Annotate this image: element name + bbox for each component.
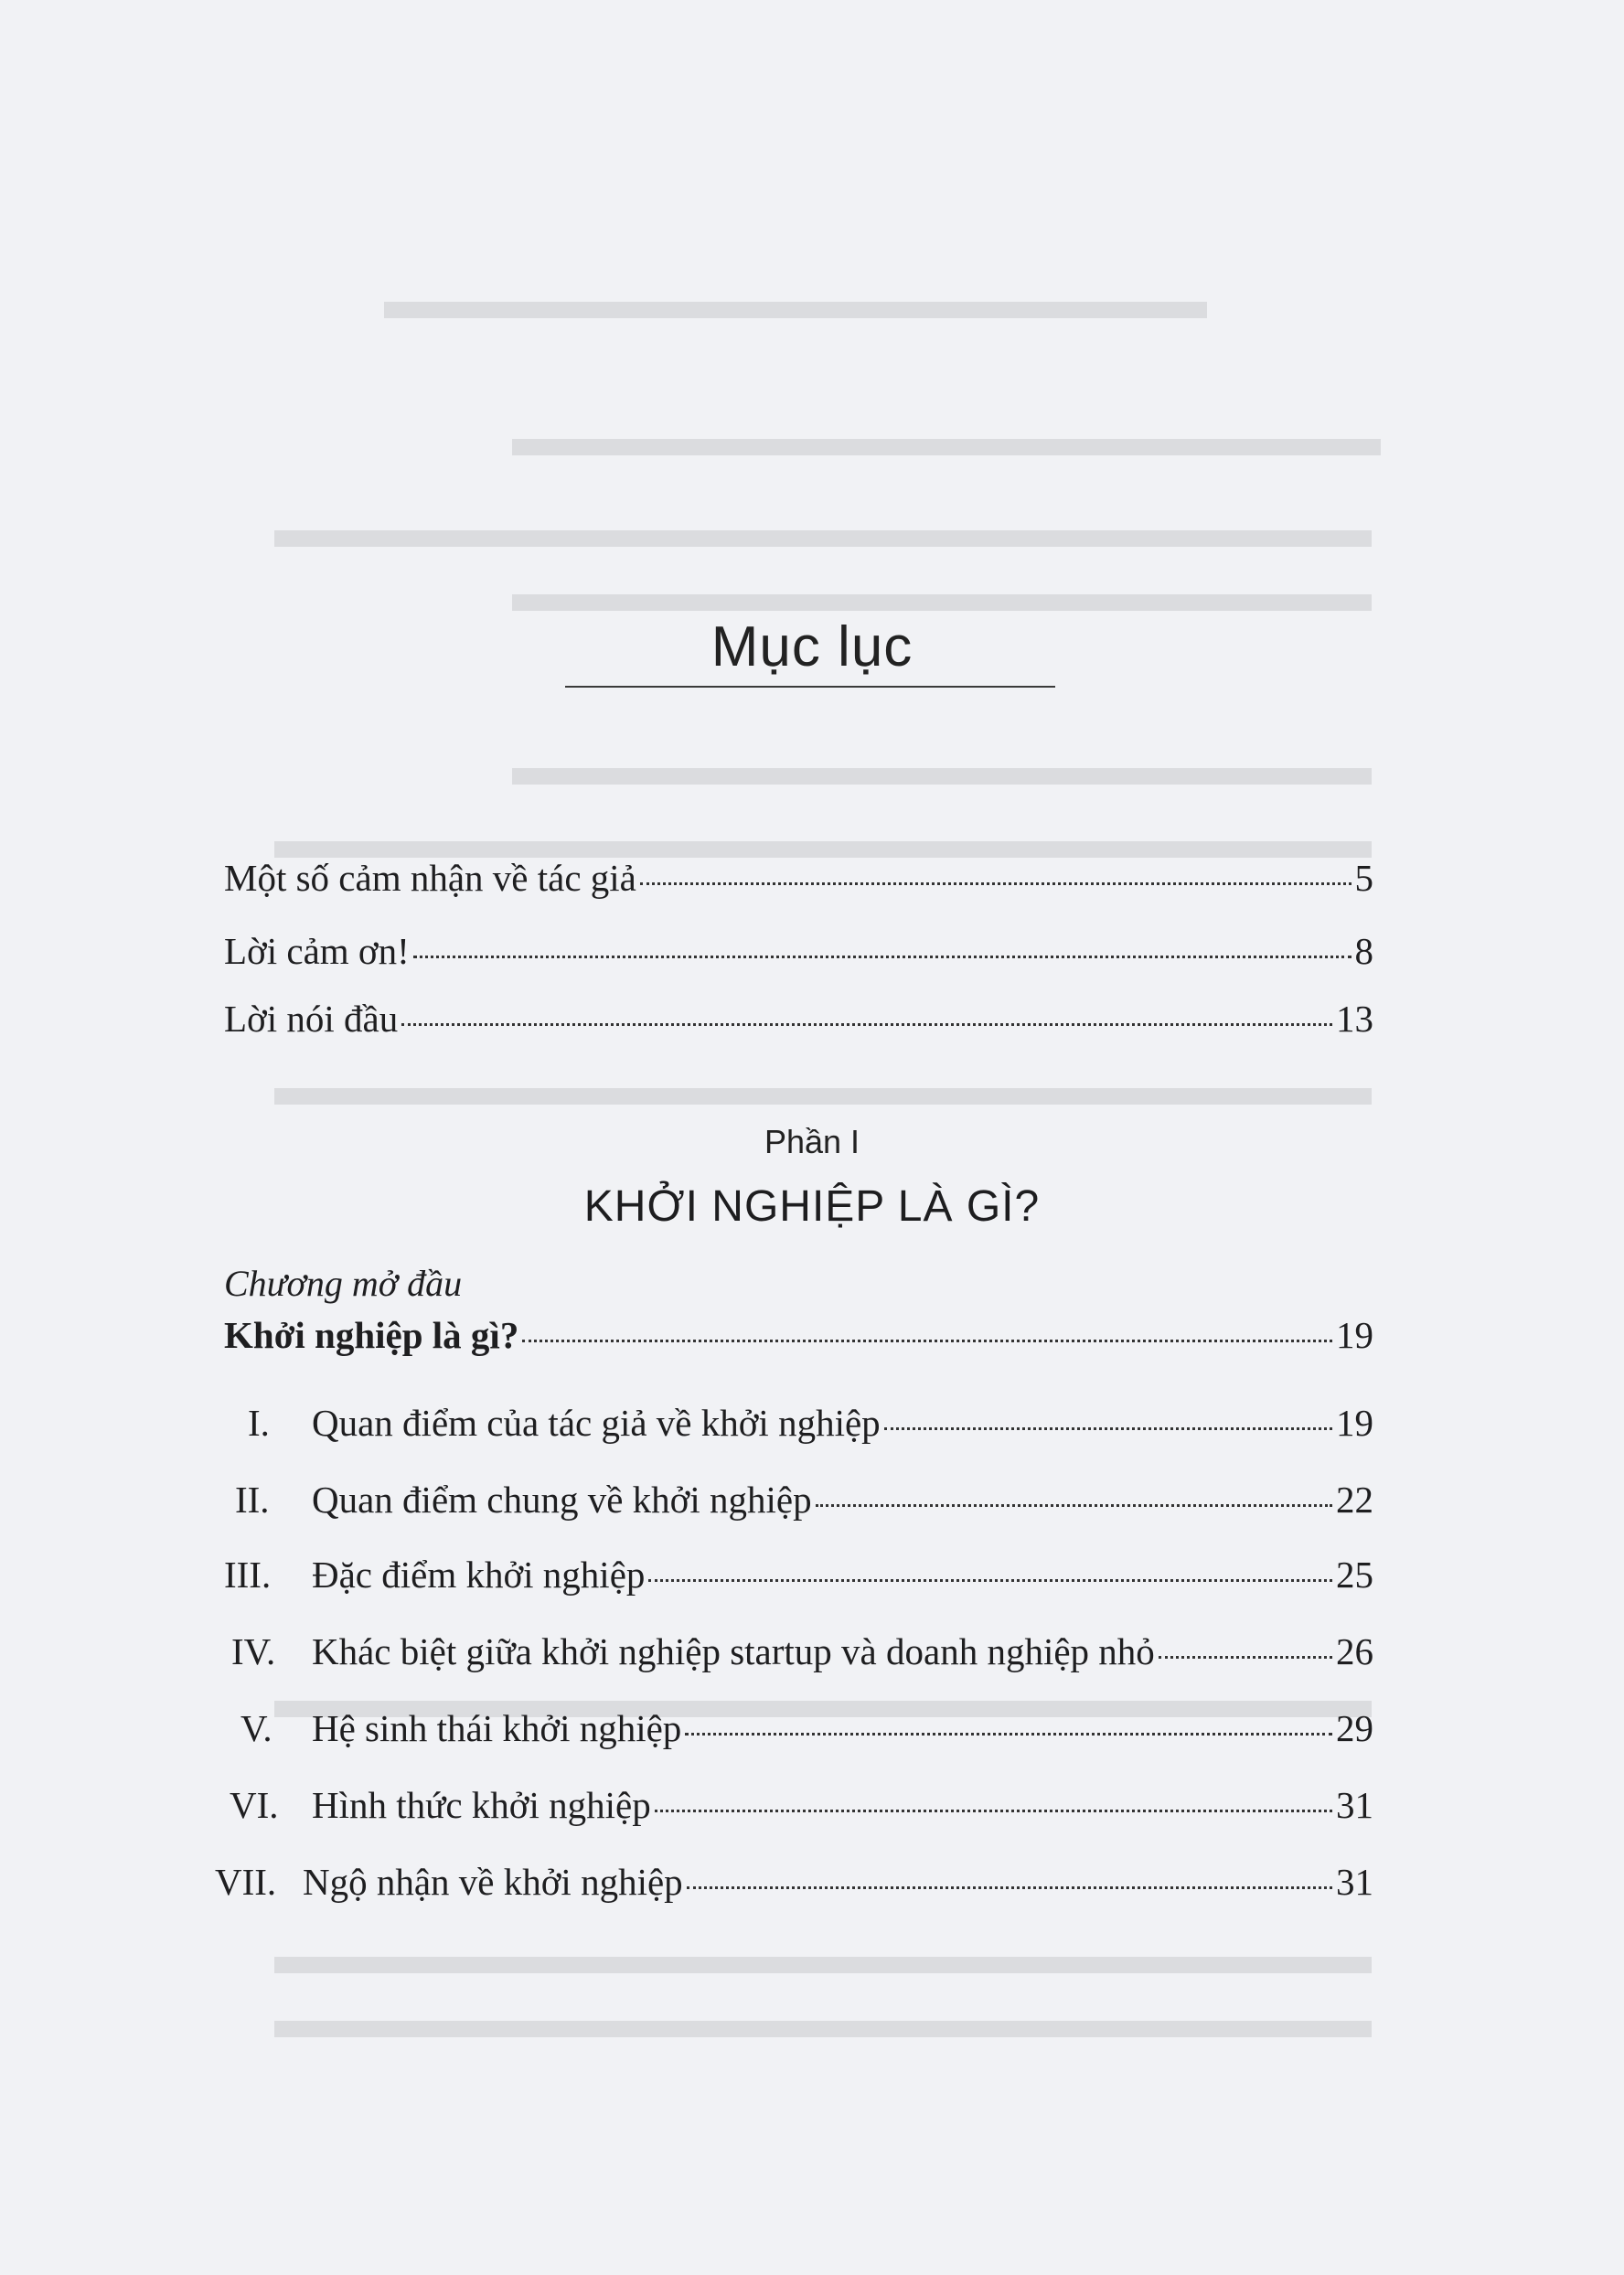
toc-section-entry[interactable] — [224, 1706, 1373, 1757]
section-number: II. — [235, 1479, 270, 1521]
toc-entry-page: 26 — [1336, 1630, 1373, 1672]
toc-entry-page: 31 — [1336, 1861, 1373, 1903]
toc-entry-page: 13 — [1336, 998, 1373, 1040]
toc-section-entry[interactable] — [215, 1860, 1373, 1911]
toc-entry[interactable] — [224, 929, 1373, 980]
title-underline — [565, 686, 1055, 688]
show-through-line — [512, 732, 1372, 785]
show-through-line — [274, 1984, 1372, 2037]
toc-entry-label: Lời cảm ơn! — [224, 930, 410, 972]
toc-section-entry[interactable] — [224, 1553, 1373, 1604]
dot-leader — [522, 1340, 1332, 1342]
show-through-line — [274, 1052, 1372, 1105]
toc-entry-label: Quan điểm của tác giả về khởi nghiệp — [312, 1402, 881, 1444]
show-through-line — [384, 265, 1207, 318]
dot-leader — [401, 1023, 1332, 1026]
toc-section-entry[interactable] — [224, 1629, 1373, 1681]
toc-chapter-entry[interactable] — [224, 1313, 1373, 1364]
part-label: Phần I — [764, 1123, 860, 1160]
part-title: KHỞI NGHIỆP LÀ GÌ? — [583, 1182, 1041, 1231]
toc-entry-label: Khác biệt giữa khởi nghiệp startup và doanh nghiệp nhỏ — [312, 1630, 1155, 1672]
toc-entry-page: 31 — [1336, 1784, 1373, 1826]
show-through-line — [274, 494, 1372, 547]
dot-leader — [655, 1810, 1332, 1812]
toc-section-entry[interactable] — [224, 1478, 1373, 1529]
toc-entry-label: Ngộ nhận về khởi nghiệp — [303, 1861, 683, 1903]
section-number: VI. — [230, 1784, 279, 1826]
section-number: V. — [240, 1707, 272, 1749]
dot-leader — [640, 882, 1352, 885]
toc-entry-page: 22 — [1336, 1479, 1373, 1521]
toc-entry[interactable] — [224, 856, 1373, 907]
show-through-line — [512, 402, 1381, 455]
dot-leader — [884, 1427, 1332, 1430]
toc-entry-label: Một số cảm nhận về tác giả — [224, 857, 636, 899]
toc-entry-label: Khởi nghiệp là gì? — [224, 1314, 519, 1356]
dot-leader — [687, 1886, 1332, 1889]
toc-section-entry[interactable] — [224, 1401, 1373, 1452]
toc-entry-label: Đặc điểm khởi nghiệp — [312, 1554, 646, 1596]
dot-leader — [685, 1733, 1332, 1736]
toc-section-entry[interactable] — [224, 1783, 1373, 1834]
toc-entry[interactable] — [224, 997, 1373, 1048]
toc-entry-label: Quan điểm chung về khởi nghiệp — [312, 1479, 812, 1521]
toc-entry-page: 25 — [1336, 1554, 1373, 1596]
dot-leader — [816, 1504, 1332, 1507]
toc-entry-label: Hình thức khởi nghiệp — [312, 1784, 651, 1826]
toc-entry-page: 19 — [1336, 1402, 1373, 1444]
section-number: III. — [224, 1554, 272, 1596]
toc-entry-label: Lời nói đầu — [224, 998, 399, 1040]
toc-entry-page: 8 — [1354, 930, 1373, 972]
show-through-line — [274, 1920, 1372, 1973]
dot-leader — [648, 1579, 1332, 1582]
page-title: Mục lục — [710, 615, 914, 678]
section-number: VII. — [215, 1861, 277, 1903]
dot-leader — [1159, 1656, 1332, 1659]
toc-entry-page: 19 — [1336, 1314, 1373, 1356]
section-number: IV. — [231, 1630, 276, 1672]
show-through-line — [274, 805, 1372, 858]
toc-entry-page: 29 — [1336, 1707, 1373, 1749]
toc-entry-page: 5 — [1354, 857, 1373, 899]
dot-leader — [413, 956, 1352, 958]
chapter-label: Chương mở đầu — [224, 1263, 463, 1304]
section-number: I. — [248, 1402, 270, 1444]
toc-entry-label: Hệ sinh thái khởi nghiệp — [312, 1707, 682, 1749]
show-through-line — [512, 558, 1372, 611]
